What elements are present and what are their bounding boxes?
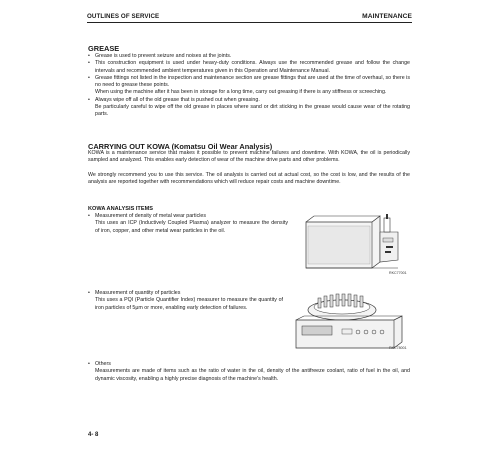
kowa-analysis-heading: KOWA ANALYSIS ITEMS xyxy=(88,206,153,212)
grease-bullet: • Always wipe off all of the old grease that is pushed out when greasing. Be particularly careful to wipe off the old grease in places where sand or dirt sticking in the grease would cause wear of the rotating parts. xyxy=(88,96,410,118)
grease-bullet: • This construction equipment is used under heavy-duty conditions. Always use the recommended grease and follow the change intervals and recommended ambient temperatures given in this Operation and Maintenance Manual. xyxy=(88,60,410,74)
bullet-icon: • xyxy=(88,290,90,296)
page-number: 4- 8 xyxy=(88,432,99,438)
kowa-heading: CARRYING OUT KOWA (Komatsu Oil Wear Analysis) xyxy=(88,142,273,151)
bullet-icon: • xyxy=(88,213,90,219)
grease-bullet: • Grease is used to prevent seizure and noises at the joints. xyxy=(88,53,232,59)
header-section-title: OUTLINES OF SERVICE xyxy=(87,13,160,20)
bullet-icon: • xyxy=(88,60,90,67)
bullet-icon: • xyxy=(88,96,90,103)
kowa-item-others: • Others Measurements are made of items such as the ratio of water in the oil, density of the antifreeze coolant, ratio of fuel in the oil, and dynamic viscosity, enabling a highly precise diagnosis of the machine's health. xyxy=(88,361,410,382)
icp-analyzer-illustration xyxy=(300,212,412,276)
kowa-item-particle-quantity: • Measurement of quantity of particles This uses a PQI (Particle Quantifier Index) measurer to measure the quantity of iron particles of 5μm or more, enabling early detection of failures. xyxy=(88,290,283,311)
figure-code-pqi: RKC78001 xyxy=(389,346,407,350)
kowa-intro-paragraph: KOWA is a maintenance service that makes it possible to prevent machine failures and downtime. With KOWA, the oil is periodically sampled and analyzed. This enables early detection of wear of the machine drive parts and other problems. xyxy=(88,150,410,164)
header-chapter-title: MAINTENANCE xyxy=(362,13,412,20)
kowa-item-metal-density: • Measurement of density of metal wear particles This uses an ICP (Inductively Coupled Plasma) analyzer to measure the density of iron, copper, and other metal wear particles in the oil. xyxy=(88,213,288,234)
figure-code-icp: RKC77001 xyxy=(389,271,407,275)
bullet-icon: • xyxy=(88,53,90,59)
bullet-icon: • xyxy=(88,74,90,81)
grease-bullet: • Grease fittings not listed in the inspection and maintenance section are grease fittings that are used at the time of overhaul, so there is no need to grease these points. When using the machine after it has been in storage for a long time, carry out greasing if there is any stiffness or screeching. xyxy=(88,74,410,96)
grease-heading: GREASE xyxy=(88,44,120,53)
grease-bullet-list xyxy=(88,53,410,119)
kowa-recommend-paragraph: We strongly recommend you to use this service. The oil analysis is carried out at actual cost, so the cost is low, and the results of the analysis are reported together with recommendations which will reduce repair costs and machine downtime. xyxy=(88,172,410,186)
bullet-icon: • xyxy=(88,361,90,367)
pqi-measurer-illustration xyxy=(290,290,414,352)
header-rule xyxy=(87,22,412,23)
